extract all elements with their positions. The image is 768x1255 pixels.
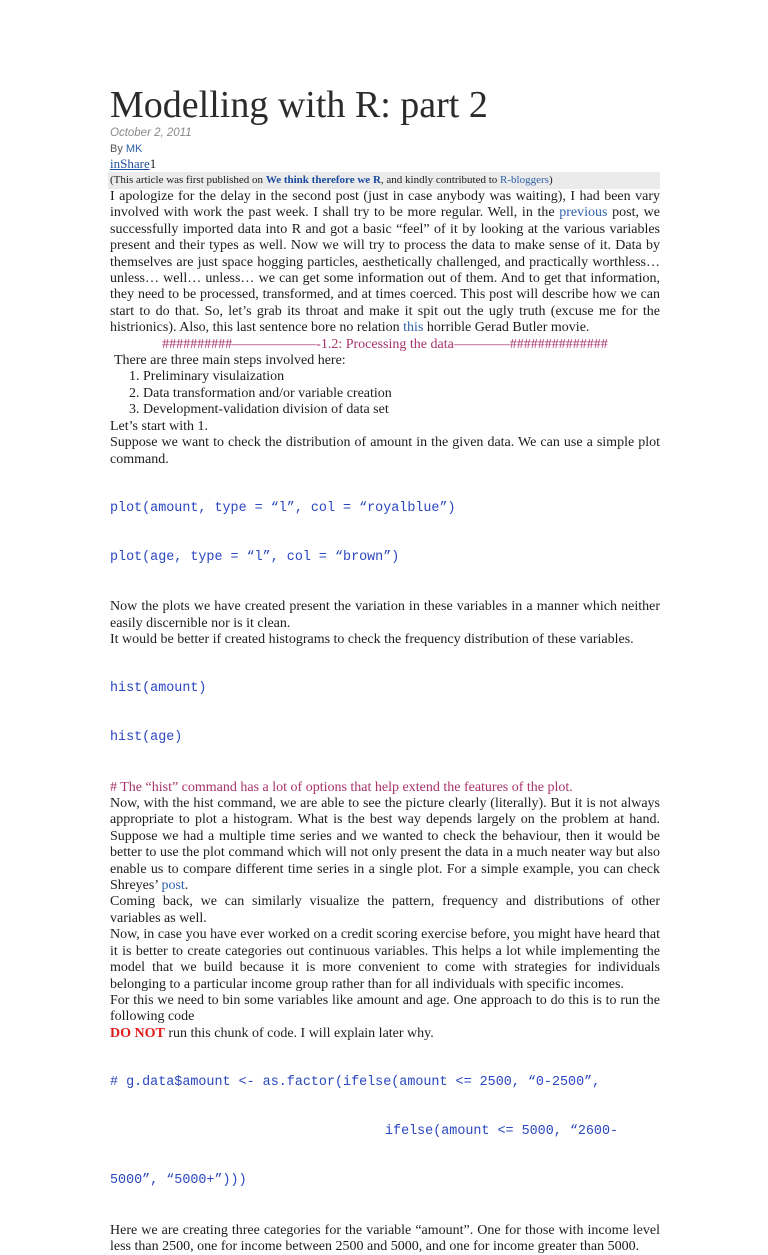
discussion-paragraph: [110, 796, 660, 894]
author-link[interactable]: MK: [125, 143, 143, 155]
intro-paragraph: [110, 189, 660, 337]
code-line: 5000”, “5000+”))): [110, 1173, 247, 1189]
plot-intro: Suppose we want to check the distribution of amount in the given data. We can use a simple plot command.: [110, 435, 660, 467]
post-date: October 2, 2011: [110, 127, 192, 139]
intro-text-3: horrible Gerad Butler movie.: [423, 320, 590, 336]
discussion-end: .: [184, 878, 189, 894]
source-blog-link[interactable]: We think therefore we R: [265, 174, 381, 186]
credit-scoring-paragraph: Now, in case you have ever worked on a credit scoring exercise before, you might have heard that it is better to create categories out continuous variables. This helps a lot while implementing the model that we build because it is more convenient to come with strategies for individuals belonging to a particular income group rather than for all individuals with specific incomes.: [110, 927, 660, 992]
warning-emphasis: DO NOT: [110, 1025, 165, 1041]
warning-text: run this chunk of code. I will explain later why.: [164, 1025, 434, 1041]
plot-code-block: [110, 468, 660, 599]
share-widget: [110, 157, 660, 170]
binning-explanation: Here we are creating three categories for the variable “amount”. One for those with income level less than 2500, one for income between 2500 and 5000, and one for income greater than 5000.: [110, 1222, 660, 1254]
intro-text-2: post, we successfully imported data into R and got a basic “feel” of it by looking at the various variables present and their types as well. Now we will try to process the data to make sense of it. Data by themselves are just space hogging particles, aesthetically challenged, and practically worthless… unless… well… unless… we can get some information out of them. And to get that information, they need to be processed, transformed, and at times coerced. This post will describe how we can start to do that. So, let’s grab its throat and make it spit out the ugly truth (excuse me for the histrionics). Also, this last sentence bore no relation: [110, 205, 660, 336]
list-item: 3. Development-validation division of data set: [143, 402, 660, 418]
code-line: # g.data$amount <- as.factor(ifelse(amount <= 2500, “0-2500”,: [110, 1074, 601, 1090]
previous-post-link[interactable]: previous: [559, 205, 608, 221]
hist-intro: It would be better if created histograms to check the frequency distribution of these variables.: [110, 631, 634, 647]
code-line: plot(age, type = “l”, col = “brown”): [110, 549, 400, 565]
list-item: 1. Preliminary visulaization: [143, 369, 660, 385]
steps-list: [110, 369, 660, 418]
binning-code-block: [110, 1042, 660, 1222]
binning-intro: For this we need to bin some variables like amount and age. One approach to do this is to run the following code: [110, 992, 660, 1025]
attribution-bar: [108, 172, 660, 189]
hist-code-block: [110, 648, 660, 779]
discussion-text: Now, with the hist command, we are able to see the picture clearly (literally). But it is not always appropriate to plot a histogram. What is the best way depends largely on the problem at hand. Suppose we had a multiple time series and we wanted to check the behaviour, then it would be better to use the plot command which will not only present the data in a much neater way but also enable us to compare different time series in a single plot. For a simple example, you can check Shreyes’: [110, 796, 660, 894]
attribution-open: (This article was first published on: [110, 174, 266, 186]
coming-back-paragraph: Coming back, we can similarly visualize the pattern, frequency and distributions of other variables as well.: [110, 894, 660, 926]
shreyes-post-link[interactable]: post: [161, 878, 185, 894]
warning-line: [110, 1026, 660, 1042]
byline: [110, 141, 660, 157]
inshare-button[interactable]: inShare: [110, 156, 150, 171]
code-line: hist(amount): [110, 681, 207, 697]
start-line: Let’s start with 1.: [110, 418, 208, 434]
list-item: 2. Data transformation and/or variable creation: [143, 386, 660, 402]
code-line: plot(amount, type = “l”, col = “royalblue”): [110, 500, 456, 516]
attribution-mid: , and kindly contributed to: [380, 174, 501, 186]
byline-prefix: By: [110, 143, 123, 155]
r-bloggers-link[interactable]: R-bloggers: [500, 174, 549, 186]
attribution-close: ): [548, 174, 553, 186]
section-heading: ##########——————-1.2: Processing the data————##############: [162, 336, 608, 352]
intro-text-1: I apologize for the delay in the second post (just in case anybody was waiting), I had been vary involved with work the past week. I shall try to be more regular. Well, in the: [110, 189, 660, 221]
code-line: hist(age): [110, 730, 183, 746]
hist-note: # The “hist” command has a lot of options that help extend the features of the plot.: [110, 779, 573, 795]
steps-intro: There are three main steps involved here:: [114, 353, 346, 369]
article: [110, 84, 660, 1255]
plot-comment: Now the plots we have created present the variation in these variables in a manner which neither easily discernible nor is it clean.: [110, 599, 660, 631]
post-body: [110, 189, 660, 1255]
share-count: 1: [149, 156, 157, 171]
movie-link[interactable]: this: [403, 320, 424, 336]
post-title: Modelling with R: part 2: [110, 84, 488, 126]
code-line: ifelse(amount <= 5000, “2600-: [385, 1124, 619, 1140]
